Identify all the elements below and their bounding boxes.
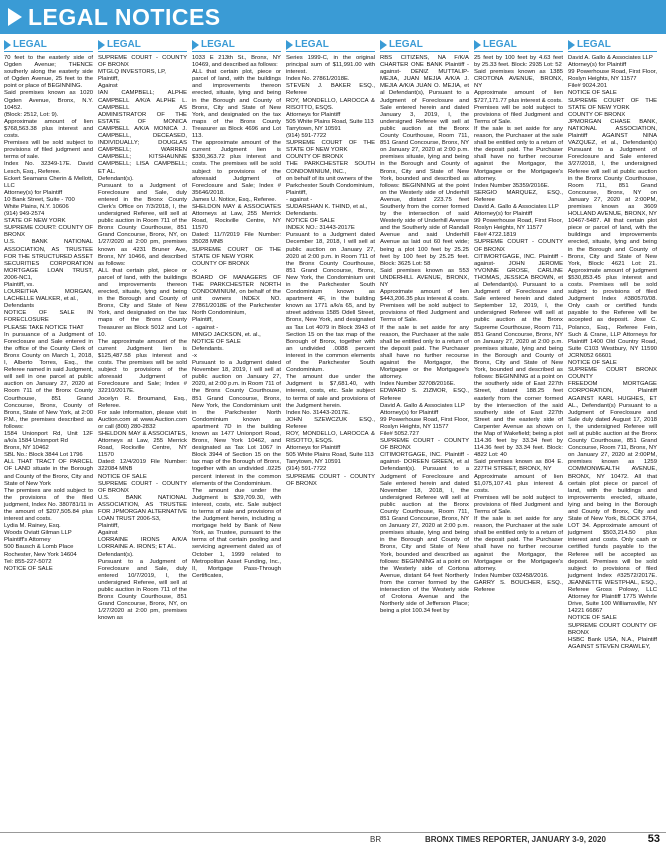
column-header xyxy=(4,40,93,52)
page-footer xyxy=(0,832,666,847)
notice-text: Series 1999-C, in the original principal sum of $11,991.00 with interest. Index No. 27861/2018E. STEVEN J. BAKER ESQ., Referee ROY, MONDELLO, LAROCCA & RISOTTO, ESQS. Attorneys for Plaintiff 505 White Plains Road, Suite 113 Tarrytown, NY 10591 (914) 591-7722 SUPREME COURT OF THE STATE OF NEW YORK COUNTY OF BRONX THE PARKCHESTER SOUTH CONDOMINIUM, INC., on behalf of its unit owners of the Parkchester South Condominium, Plaintiff, - against - SUDARSHAN K. THIND, et al., Defendants. NOTICE OF SALE INDEX NO.: 31443-2017E Pursuant to a Judgment dated December 18, 2018, I will sell at public auction on January 27, 2020 at 2:00 p.m. in Room 711 of the Bronx County Courthouse, 851 Grand Concourse, Bronx, New York, the Condominium unit in the Parkchester South Condominium known as apartment 4F, in the building known as 1771 a/k/a 65, and by street address 1585 Odell Street, Bronx, New York, and designated as Tax Lot 4079 in Block 3943 of Section 15 on the tax map of the Borough of Bronx, together with an undivided .0088 percent interest in the common elements of the Parkchester South Condominium. The amount due under the Judgment is $7,681.40, with interest, costs, etc. Sale subject to terms of sale and provisions of the Judgment herein. Index No. 31443-2017E. JOHN SZEWCZUK ESQ., Referee ROY, MONDELLO, LAROCCA & RISOTTO, ESQS. Attorneys for Plaintiff 505 White Plains Road, Suite 113 Tarrytown, NY 10591 (914) 591-7722 SUPREME COURT - COUNTY OF BRONX xyxy=(286,55,375,487)
column-label: LEGAL xyxy=(201,39,235,51)
notice-column-3 xyxy=(192,40,281,830)
column-label: LEGAL xyxy=(389,39,423,51)
arrow-icon xyxy=(8,8,22,26)
page-number: 53 xyxy=(647,833,660,845)
column-label: LEGAL xyxy=(295,39,329,51)
column-header xyxy=(568,40,657,52)
column-header xyxy=(98,40,187,52)
arrow-icon xyxy=(380,40,387,50)
notice-text: SUPREME COURT - COUNTY OF BRONX MTGLQ INVESTORS, LP, Plaintiff, Against IAN CAMPBELL; ALPHE CAMPBELL A/K/A ALPHE L. CAMPBELL AS ADMINISTRATOR OF THE ESTATE OF MONICA CAMPBELL A/K/A MONICA J. CAMPBELL, DECEASED, INDIVIDUALLY; DOUGLAS CAMPBELL; WARREN CAMPBELL; KITSHAUNNE CAMPBELL; LISA CAMPBELL; ET AL. Defendant(s). Pursuant to a Judgment of Foreclosure and Sale, duly entered in the Bronx County Clerk's Office on 7/3/2018, I, the undersigned Referee, will sell at public auction in Room 711 of the Bronx County Courthouse, 851 Grand Concourse, Bronx, NY, on 1/27/2020 at 2:00 pm, premises known as 4231 Bruner Ave, Bronx, NY 10466, and described as follows: ALL that certain plot, piece or parcel of land, with the buildings and improvements thereon erected, situate, lying and being in the Borough and County of Bronx, City and State of New York, and designated on the tax maps of the Bronx County Treasurer as Block 5012 and Lot 10. The approximate amount of the current Judgment lien is $125,487.58 plus interest and costs. The premises will be sold subject to provisions of the aforesaid Judgment of Foreclosure and Sale; Index # 32210/2017E. Jocelyn R. Broumand, Esq., Referee. For sale information, please visit Auction.com at www.Auction.com or call (800) 280-2832 SHELDON MAY & ASSOCIATES, Attorneys at Law, 255 Merrick Road, Rockville Centre, NY 11570 Dated: 12/4/2019 File Number: 322084 MNB NOTICE OF SALE SUPREME COURT - COUNTY OF BRONX U.S. BANK NATIONAL ASSOCIATION, AS TRUSTEE FOR JPMORGAN ALTERNATIVE LOAN TRUST 2006-S3, Plaintiff, Against LORRAINE IRONS A/K/A LORRAINE A. IRONS; ET AL. Defendant(s). Pursuant to a Judgment of Foreclosure and Sale, duly entered 10/7/2019, I, the undersigned Referee, will sell at public auction in Room 711 of the Bronx County Courthouse, 851 Grand Concourse, Bronx, NY, on 1/27/2020 at 2:00 pm, premises known as xyxy=(98,55,187,622)
column-header xyxy=(380,40,469,52)
arrow-icon xyxy=(568,40,575,50)
arrow-icon xyxy=(4,40,11,50)
notices-columns xyxy=(4,40,664,830)
legal-notices-banner xyxy=(0,0,666,34)
page-title: LEGAL NOTICES xyxy=(28,4,221,30)
notice-column-5 xyxy=(380,40,469,830)
notice-column-4 xyxy=(286,40,375,830)
arrow-icon xyxy=(192,40,199,50)
column-header xyxy=(286,40,375,52)
column-label: LEGAL xyxy=(107,39,141,51)
notice-text: David A. Gallo & Associates LLP Attorney(s) for Plaintiff 99 Powerhouse Road, First Floor, Roslyn Heights, NY 11577 File# 9024.201 NOTICE OF SALE SUPREME COURT OF THE STATE OF NEW YORK COUNTY OF BRONX JPMORGAN CHASE BANK, NATIONAL ASSOCIATION, Plaintiff AGAINST NINA VAZQUEZ, et al., Defendant(s) Pursuant to a Judgment of Foreclosure and Sale entered 3/27/2018, I, the undersigned Referee will sell at public auction in the Bronx County Courthouse, Room 711, 851 Grand Concourse, Bronx, NY on January 27, 2020 at 2:00PM, premises known as 3609 HOLLAND AVENUE, BRONX, NY 10467-5487. All that certain plot piece or parcel of land, with the buildings and improvements erected, situate, lying and being in the Borough and County of Bronx, City and State of New York, Block: 4621 Lot: 21. Approximate amount of judgment $530,853.45 plus interest and costs. Premises will be sold subject to provisions of filed Judgment Index #380570/08. Only cash or certified funds payable to the Referee will be accepted as deposit. Jose C. Polanco, Esq., Referee Fein, Such & Crane, LLP Attorneys for Plaintiff 1400 Old Country Road, Suite C103 Westbury, NY 11590 JCRN052 66601 NOTICE OF SALE SUPREME COURT BRONX COUNTY FREEDOM MORTGAGE CORPORATION, Plaintiff AGAINST KARL HUGHES, ET AL., Defendant(s) Pursuant to a Judgment of Foreclosure and Sale duly dated August 17, 2018 I, the undersigned Referee will sell at public auction at the Bronx County Courthouse, 851 Grand Concourse, Room 711, Bronx, NY on January 27, 2020 at 2:00PM, premises known as 1259 COMMONWEALTH AVENUE, BRONX, NY 10472. All that certain plot piece or parcel of land, with the buildings and improvements erected, situate, lying and being in the Borough and County of Bronx, City and State of New York, BLOCK 3764, LOT 34. Approximate amount of judgment $503,214.50 plus interest and costs. Only cash or certified funds payable to the Referee will be accepted as deposit. Premises will be sold subject to provisions of filed judgment Index #32572/2017E. JEANNETTE WESTPHAL, ESQ., Referee Gross Polowy, LLC Attorney for Plaintiff 1775 Wehrle Drive, Suite 100 Williamsville, NY 14221 66867 NOTICE OF SALE SUPREME COURT COUNTY OF BRONX HSBC Bank USA, N.A., Plaintiff AGAINST STEVEN CRAWLEY, xyxy=(568,55,657,650)
column-label: LEGAL xyxy=(13,39,47,51)
column-header xyxy=(192,40,281,52)
arrow-icon xyxy=(286,40,293,50)
notice-text: RBS CITIZENS, NA F/K/A CHARTER ONE BANK Plaintiff -against- DENIZ MUTTALIP-MEJIA, JUAN MEJIA A/K/A J. MEJIA A/K/A JUAN O. MEJIA, et al Defendant(s), Pursuant to a Judgment of Foreclosure and Sale entered herein and dated January 3, 2019, I, the undersigned Referee will sell at public auction at the Bronx County Courthouse, Room 711, 851 Grand Concourse, Bronx, NY on January 27, 2020 at 2:00 p.m. premises situate, lying and being in the Borough and County of Bronx, City and State of New York, bounded and described as follows: BEGINNING at the point on the Westerly side of Underhill Avenue, distant 223.75 feet Southerly from the corner formed by the intersection of said Westerly side of Underhill Avenue and the Southerly side of Randall Avenue and said Underhill Avenue as laid out 60 feet wide; being a plot 100 feet by 25.25 feet by 100 feet by 25.25 feet. Block: 3625 Lot: 58 Said premises known as 553 UNDERHILL AVENUE, BRONX, NY Approximate amount of lien $443,206.35 plus interest & costs. Premises will be sold subject to provisions of filed Judgment and Terms of Sale. If the sale is set aside for any reason, the Purchaser at the sale shall be entitled only to a return of the deposit paid. The Purchaser shall have no further recourse against the Mortgagor, the Mortgagee or the Mortgagee's attorney. Index Number 32708/2016E. EDWARD S. ZIZMOR, ESQ., Referee David A. Gallo & Associates LLP Attorney(s) for Plaintiff 99 Powerhouse Road, First Floor, Roslyn Heights, NY 11577 File# 5052.727 SUPREME COURT - COUNTY OF BRONX CITIMORTGAGE, INC. Plaintiff -against- DOREEN GREEN, et al Defendant(s). Pursuant to a Judgment of Foreclosure and Sale entered herein and dated November 18, 2018, I, the undersigned Referee will sell at public auction at the Bronx County Courthouse, Room 711, 851 Grand Concourse, Bronx, NY on January 27, 2020 at 2:00 p.m. premises situate, lying and being in the Borough and County of Bronx, City and State of New York, bounded and described as follows: BEGINNING at a point on the Westerly side of Cortona Avenue, distant 64 feet Northerly from the corner formed by the intersection of the Westerly side of Crotona Avenue and the Northerly side of Jefferson Place; being a plot 100.34 feet by xyxy=(380,55,469,615)
column-header xyxy=(474,40,563,52)
footer-section-code: BR xyxy=(370,835,382,844)
notice-column-1 xyxy=(4,40,93,830)
arrow-icon xyxy=(98,40,105,50)
column-label: LEGAL xyxy=(483,39,517,51)
notice-text: 25 feet by 100 feet by 4.63 feet by 25.33 feet. Block: 2935 Lot: 52 Said premises known as 1385 CROTONA AVENUE, BRONX, NY Approximate amount of lien $727,171.77 plus interest & costs. Premises will be sold subject to provisions of filed Judgment and Terms of Sale. If the sale is set aside for any reason, the Purchaser at the sale shall be entitled only to a return of the deposit paid. The Purchaser shall have no further recourse against the Mortgagor, the Mortgagee or the Mortgagee's attorney. Index Number 35359/2016E. SERGIO MARQUEZ, ESQ., Referee David A. Gallo & Associates LLP Attorney(s) for Plaintiff 99 Powerhouse Road, First Floor, Roslyn Heights, NY 11577 File# 4722.1819 SUPREME COURT - COUNTY OF BRONX CITIMORTGAGE, INC. Plaintiff -against- JOHN JEROME YVONNE GROSE, CARLINE THOMAS, JESSICA BROWN, et al Defendant(s). Pursuant to a Judgment of Foreclosure and Sale entered herein and dated September 12, 2019, I, the undersigned Referee will sell at public auction at the Bronx Supreme Courthouse, Room 711, 851 Grand Concourse, Bronx, NY on January 27, 2020 at 2:00 p.m. premises situate, lying and being in the Borough and County of Bronx, City and State of New York, bounded and described as follows: BEGINNING at a point on the southerly side of East 227th Street, distant 188.25 feet easterly from the corner formed by the intersection of the said southerly side of East 227th Street and the easterly side of Carpenter Avenue as shown on the Map of Wakefield; being a plot 114.36 feet by 33.34 feet by 114.36 feet by 33.34 feet. Block: 4822 Lot: 40 Said premises known as 804 E. 227TH STREET, BRONX, NY Approximate amount of lien $1,075,107.41 plus interest & costs. Premises will be sold subject to provisions of filed Judgment and Terms of Sale. If the sale is set aside for any reason, the Purchaser at the sale shall be entitled only to a return of the deposit paid. The Purchaser shall have no further recourse against the Mortgagor, the Mortgagee or the Mortgagee's attorney. Index Number 032458/2016. GARRY S. BOUCHER, ESQ., Referee xyxy=(474,55,563,594)
footer-publication: BRONX TIMES REPORTER, JANUARY 3-9, 2020 xyxy=(425,835,606,844)
notice-text: 1033 E 213th St., Bronx, NY 10469, and described as follows: ALL that certain plot, piece or parcel of land, with the buildings and improvements thereon erected, situate, lying and being in the Borough and County of Bronx, City and State of New York, and designated on the tax maps of the Bronx County Treasurer as Block 4696 and Lot 113. The approximate amount of the current Judgment lien is $330,363.72 plus interest and costs. The premises will be sold subject to provisions of the aforesaid Judgment of Foreclosure and Sale; Index # 35646/2018. James U. Notice, Esq., Referee. SHELDON MAY & ASSOCIATES Attorneys at Law, 255 Merrick Road, Rockville Centre, NY 11570 Dated: 11/7/2019 File Number: 35028 MNB SUPREME COURT OF THE STATE OF NEW YORK COUNTY OF BRONX -x BOARD OF MANAGERS OF THE PARKCHESTER NORTH CONDOMINIUM, on behalf of the unit owners INDEX NO. 27861/2018E of the Parkchester North Condominium, Plaintiff, - against - MINGO JACKSON, et. al., NOTICE OF SALE Defendants. -x Pursuant to a Judgment dated November 18, 2019, I will sell at public auction on January 27, 2020, at 2:00 p.m. in Room 711 of the Bronx County Courthouse, 851 Grand Concourse, Bronx, New York, the Condominium unit in the Parkchester North Condominium known as apartment 7D in the building known as 1477 Unionport Road, Bronx, New York 10462, and designated as Tax Lot 1067 in Block 3944 of Section 15 on the tax map of the Borough of Bronx, together with an undivided .0225 percent interest in the common elements of the Condominium. The amount due under the Judgment is $39,709.30, with interest, costs, etc. Sale subject to terms of sale and provisions of the Judgment herein, including a mortgage held by Bank of New York, as Trustee, pursuant to the terms of that certain pooling and servicing agreement dated as of October 1, 1999 related to Metropolitan Asset Funding, Inc., II, Mortgage Pass-Through Certificates, xyxy=(192,55,281,579)
notice-column-2 xyxy=(98,40,187,830)
notice-text: 70 feet to the easterly side of Ogden Avenue; THENCE southerly along the easterly side of Ogden Avenue, 25 feet to the point or place of BEGINNING. Said premises known as 1020 Ogden Avenue, Bronx, N.Y. 10452. (Block: 2512, Lot: 9). Approximate amount of lien $768,563.38 plus interest and costs. Premises will be sold subject to provisions of filed judgment and terms of sale. Index No. 32349-17E. David Lesch, Esq., Referee. Eckert Seamans Cherin & Mellott, LLC Attorney(s) for Plaintiff 10 Bank Street, Suite - 700 White Plains, N.Y. 10606 (914) 949-2574 STATE OF NEW YORK SUPREME COURT: COUNTY OF BRONX U.S. BANK NATIONAL ASSOCIATION, AS TRUSTEE FOR THE STRUCTURED ASSET SECURITIES CORPORATION MORTGAGE LOAN TRUST, 2006-NC1, Plaintiff, vs. LOUREITHA MORGAN, LACHELLE WALKER, et al., Defendants NOTICE OF SALE IN FORECLOSURE PLEASE TAKE NOTICE THAT In pursuance of a Judgment of Foreclosure and Sale entered in the office of the County Clerk of Bronx County on March 1, 2018, I, Alberto Torres, Esq., the Referee named in said Judgment, will sell in one parcel at public auction on January 27, 2020 at Room 711 of the Bronx County Courthouse, 851 Grand Concourse, Bronx, County of Bronx, State of New York, at 2:00 P.M., the premises described as follows: 1584 Unionport Rd, Unit 12F a/k/a 1584 Unionport Rd Bronx, NY 10462 SBL No.: Block 3844 Lot 1796 ALL THAT TRACT OF PARCEL OF LAND situate in the Borough and County of the Bronx, City and State of New York The premises are sold subject to the provisions of the filed judgment, Index No. 380781/11 in the amount of $207,505.84 plus interest and costs. Lydia M. Rainey, Esq. Woods Oviatt Gilman LLP Plaintiff's Attorney 500 Bausch & Lomb Place Rochester, New York 14604 Tel: 855-227-5072 NOTICE OF SALE xyxy=(4,55,93,572)
notice-column-7 xyxy=(568,40,657,830)
arrow-icon xyxy=(474,40,481,50)
column-label: LEGAL xyxy=(577,39,611,51)
notice-column-6 xyxy=(474,40,563,830)
